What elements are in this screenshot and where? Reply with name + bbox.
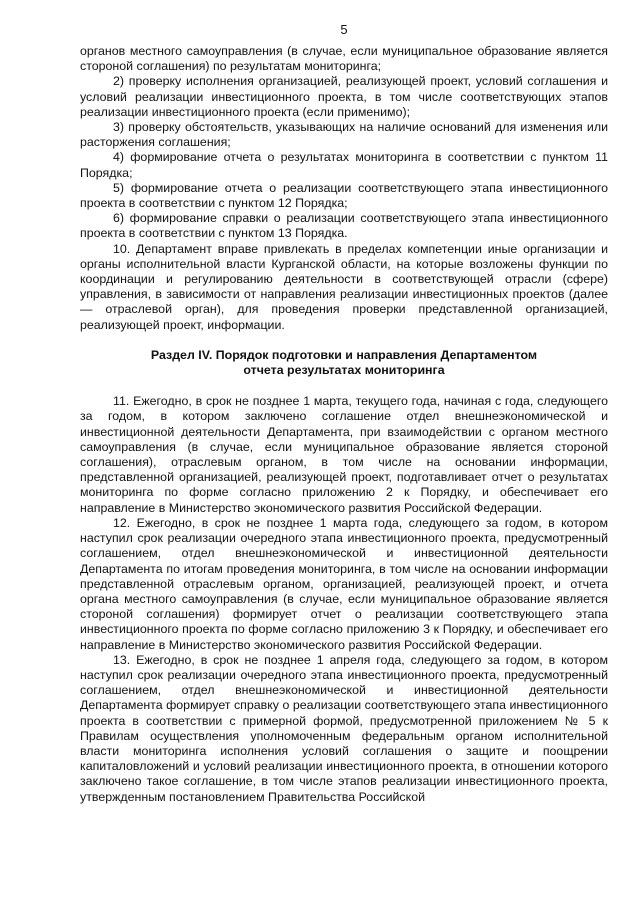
document-page [80, 22, 608, 805]
paragraph-10: 10. Департамент вправе привлекать в пределах компетенции иные организации и органы исполнительной власти Курганской области, на которые возложены функции по координации и регулированию деятельности в соответствующей отрасли (сфере) управления, в зависимости от направления реализации инвестиционных проектов (далее — отраслевой орган), для проведения проверки представленной организацией, реализующей проект, информации. [80, 241, 608, 332]
section-title-line-2: отчета результатах мониторинга [243, 363, 445, 378]
section-title [80, 348, 608, 378]
paragraph-item-2: 2) проверку исполнения организацией, реализующей проект, условий соглашения и условий реализации инвестиционного проекта, в том числе соответствующих этапов реализации инвестиционного проекта (если применимо); [80, 74, 608, 119]
paragraph-11: 11. Ежегодно, в срок не позднее 1 марта, текущего года, начиная с года, следующего за годом, в котором заключено соглашение отдел внешнеэкономической и инвестиционной деятельности Департамента, при взаимодействии с органом местного самоуправления (в случае, если муниципальное образование является стороной соглашения), отраслевым органом, в том числе на основании информации, представленной организацией, реализующей проект, подготавливает отчет о результатах мониторинга по форме согласно приложению 2 к Порядку, и обеспечивает его направление в Министерство экономического развития Российской Федерации. [80, 394, 608, 515]
paragraph-13: 13. Ежегодно, в срок не позднее 1 апреля года, следующего за годом, в котором наступил срок реализации очередного этапа инвестиционного проекта, предусмотренный соглашением, отдел внешнеэкономической и инвестиционной деятельности Департамента формирует справку о реализации соответствующего этапа инвестиционного проекта в соответствии с примерной формой, предусмотренной приложением № 5 к Правилам осуществления уполномоченным федеральным органом исполнительной власти мониторинга исполнения условий соглашения о защите и поощрении капиталовложений и условий реализации инвестиционного проекта, в отношении которого заключено такое соглашение, в том числе этапов реализации инвестиционного проекта, утвержденным постановлением Правительства Российской [80, 652, 608, 804]
section-title-line-1: Раздел IV. Порядок подготовки и направления Департаментом [150, 347, 538, 362]
paragraph-12: 12. Ежегодно, в срок не позднее 1 марта года, следующего за годом, в котором наступил срок реализации очередного этапа инвестиционного проекта, предусмотренный соглашением, отдел внешнеэкономической и инвестиционной деятельности Департамента по итогам проведения мониторинга, в том числе на основании информации представленной отраслевым органом, организацией, реализующей проект, и отчета органа местного самоуправления (в случае, если муниципальное образование является стороной соглашения) формирует отчет о реализации соответствующего этапа инвестиционного проекта по форме согласно приложению 3 к Порядку, и обеспечивает его направление в Министерство экономического развития Российской Федерации. [80, 515, 608, 652]
paragraph-item-6: 6) формирование справки о реализации соответствующего этапа инвестиционного проекта в соответствии с пунктом 13 Порядка. [80, 211, 608, 241]
paragraph-item-4: 4) формирование отчета о результатах мониторинга в соответствии с пунктом 11 Порядка; [80, 150, 608, 180]
paragraph-continuation: органов местного самоуправления (в случае, если муниципальное образование является стороной соглашения) по результатам мониторинга; [80, 44, 608, 74]
page-number: 5 [340, 22, 348, 37]
paragraph-item-3: 3) проверку обстоятельств, указывающих на наличие оснований для изменения или расторжения соглашения; [80, 120, 608, 150]
paragraph-item-5: 5) формирование отчета о реализации соответствующего этапа инвестиционного проекта в соответствии с пунктом 12 Порядка; [80, 180, 608, 211]
